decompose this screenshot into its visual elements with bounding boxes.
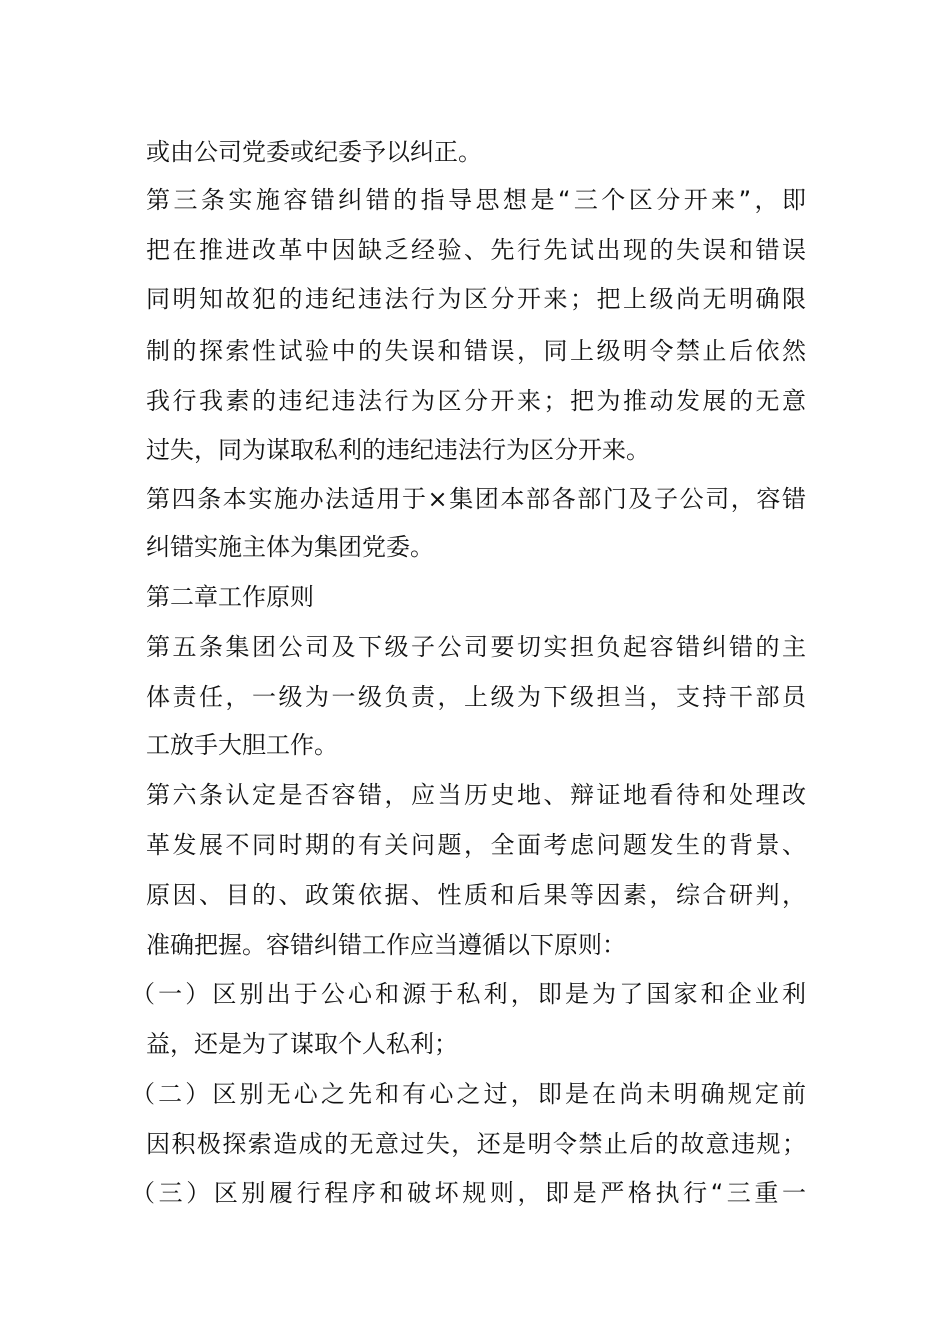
text-line: 过失，同为谋取私利的违纪违法行为区分开来。	[146, 436, 650, 464]
text-line: 因积极探索造成的无意过失，还是明令禁止后的故意违规；	[146, 1130, 806, 1158]
text-line: 原因、目的、政策依据、性质和后果等因素，综合研判，	[146, 881, 806, 909]
text-line: （二）区别无心之先和有心之过，即是在尚未明确规定前	[131, 1080, 806, 1108]
text-line: 革发展不同时期的有关问题，全面考虑问题发生的背景、	[146, 831, 806, 859]
text-line: 第三条实施容错纠错的指导思想是“三个区分开来”，即	[146, 186, 806, 214]
text-line: 准确把握。容错纠错工作应当遵循以下原则：	[146, 931, 626, 959]
text-line: 工放手大胆工作。	[146, 731, 338, 759]
text-line: （三）区别履行程序和破坏规则，即是严格执行“三重一	[131, 1179, 806, 1207]
text-line: 益，还是为了谋取个人私利；	[146, 1030, 458, 1058]
text-line: 或由公司党委或纪委予以纠正。	[146, 138, 482, 166]
text-line: 制的探索性试验中的失误和错误，同上级明令禁止后依然	[146, 337, 806, 365]
text-line: （一）区别出于公心和源于私利，即是为了国家和企业利	[131, 980, 806, 1008]
text-line: 把在推进改革中因缺乏经验、先行先试出现的失误和错误	[146, 236, 806, 264]
text-line: 体责任，一级为一级负责，上级为下级担当，支持干部员	[146, 683, 806, 711]
text-line: 第五条集团公司及下级子公司要切实担负起容错纠错的主	[146, 633, 806, 661]
text-line: 第四条本实施办法适用于×集团本部各部门及子公司，容错	[146, 485, 806, 513]
text-line: 第六条认定是否容错，应当历史地、辩证地看待和处理改	[146, 781, 806, 809]
text-line: 同明知故犯的违纪违法行为区分开来；把上级尚无明确限	[146, 285, 806, 313]
chapter-heading: 第二章工作原则	[146, 583, 314, 611]
text-line: 纠错实施主体为集团党委。	[146, 533, 434, 561]
text-line: 我行我素的违纪违法行为区分开来；把为推动发展的无意	[146, 387, 806, 415]
